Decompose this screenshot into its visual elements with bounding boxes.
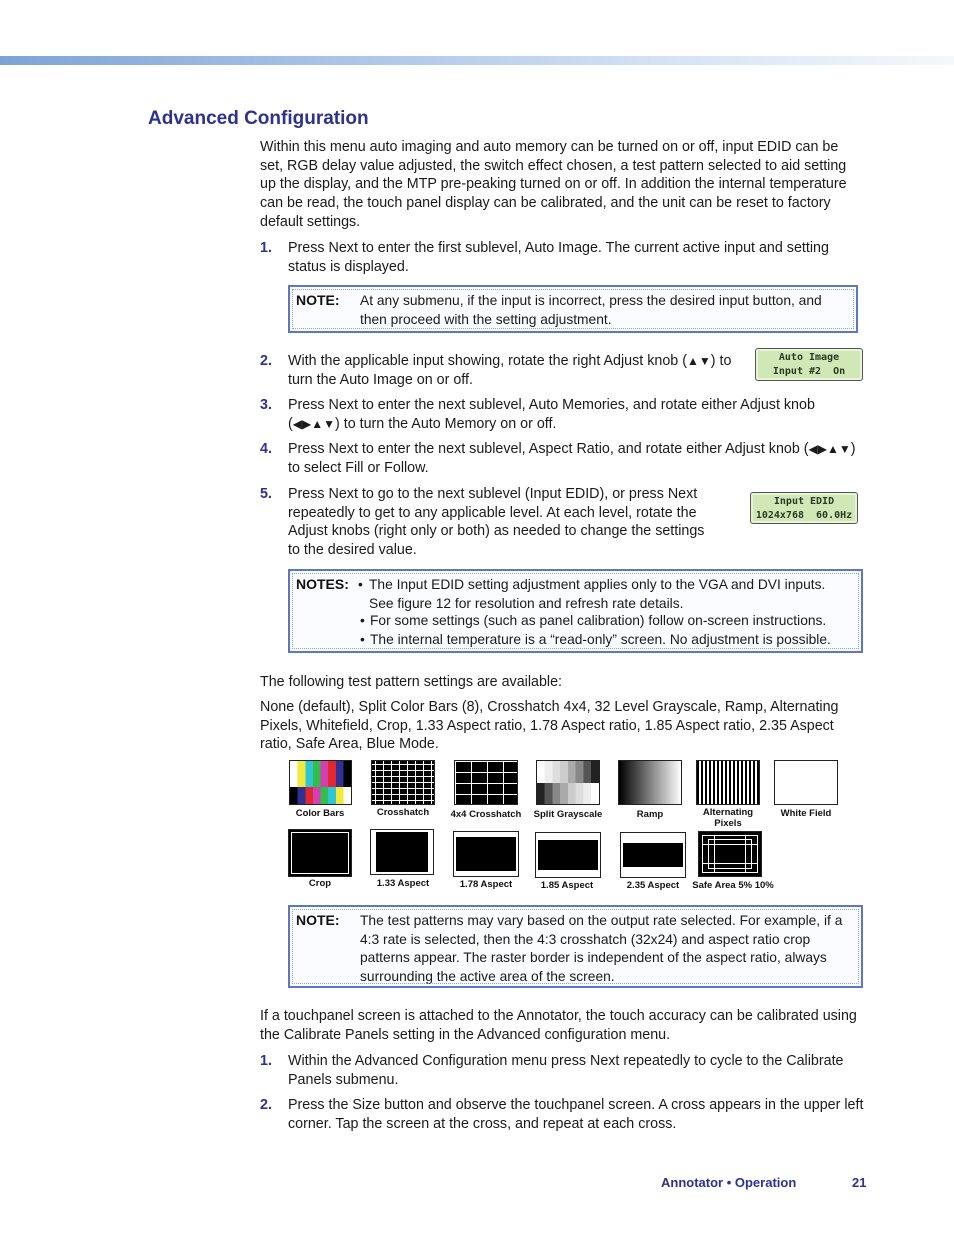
thumbnail-label: 2.35 Aspect [626,880,680,891]
alternating-pixels-thumbnail [696,760,760,805]
thumbnail-label: 1.85 Aspect [540,880,594,891]
step-text: Press the Size button and observe the touchpanel screen. A cross appears in the upper left corner. Tap the screen at the cross, and repeat at each cross. [288,1097,864,1132]
note-label: NOTE: [296,912,340,928]
page-number: 21 [852,1175,867,1190]
thumbnail-label: Alternating Pixels [702,807,754,829]
note-text: The test patterns may vary based on the output rate selected. For example, if a 4:3 rate is selected, then the 4:3 crosshatch (32x24) and aspect ratio crop patterns appear. The raster border is independent of the aspect ratio, always surrounding the active area of the screen. [360,913,843,984]
step-number: 4. [260,441,272,457]
step-text: With the applicable input showing, rotate the right Adjust knob (▲▼) to turn the Auto Image on or off. [288,353,732,388]
step-number: 1. [260,1053,272,1069]
step-text: Press Next to enter the first sublevel, Auto Image. The current active input and setting status is displayed. [288,240,829,275]
touchpanel-paragraph: If a touchpanel screen is attached to the Annotator, the touch accuracy can be calibrated using the Calibrate Panels setting in the Advanced configuration menu. [260,1008,857,1043]
note-bullet: The internal temperature is a “read-only” screen. No adjustment is possible. [370,632,831,647]
thumbnail-label: White Field [780,808,832,819]
step-number: 1. [260,240,272,256]
notes-label: NOTES: [296,576,349,592]
aspect-133-thumbnail [370,829,434,875]
crosshatch-thumbnail [371,760,435,805]
patterns-list: None (default), Split Color Bars (8), Crosshatch 4x4, 32 Level Grayscale, Ramp, Alternating Pixels, Whitefield, Crop, 1.33 Aspect ratio, 1.78 Aspect ratio, 1.85 Aspect ratio, 2.35 Aspect ratio, Safe Area, Blue Mode. [260,699,839,753]
thumbnail-label: 4x4 Crosshatch [450,809,522,820]
white-field-thumbnail [774,760,838,805]
adjust-knob-both-icon: ◀▶▲▼ [808,442,851,456]
safe-area-thumbnail [698,831,762,877]
patterns-intro: The following test pattern settings are available: [260,674,562,690]
thumbnail-label: Ramp [636,809,664,820]
thumbnail-label: Safe Area 5% 10% [692,880,774,891]
step-number: 3. [260,397,272,413]
thumbnail-label: Split Grayscale [533,809,603,820]
step-text: Within the Advanced Configuration menu press Next repeatedly to cycle to the Calibrate Panels submenu. [288,1053,844,1088]
thumbnail-label: Crosshatch [376,807,430,818]
aspect-178-thumbnail [453,831,519,877]
aspect-185-thumbnail [535,832,601,878]
note-text: At any submenu, if the input is incorrect, press the desired input button, and then proceed with the setting adjustment. [360,293,822,327]
adjust-knob-both-icon: ◀▶▲▼ [292,416,335,431]
thumbnail-label: 1.78 Aspect [459,879,513,890]
note-bullet: The Input EDID setting adjustment applies only to the VGA and DVI inputs. See figure 12 for resolution and refresh rate details. [369,577,826,611]
crop-thumbnail [288,829,352,877]
step-number: 2. [260,1097,272,1113]
thumbnail-label: Crop [308,878,332,889]
step-text: Press Next to enter the next sublevel, Auto Memories, and rotate either Adjust knob (◀▶▲▼) to turn the Auto Memory on or off. [288,397,815,432]
step-number: 5. [260,486,272,502]
bullet-icon: • [360,632,365,647]
header-gradient-bar [0,56,954,65]
adjust-knob-vertical-icon: ▲▼ [686,354,711,368]
lcd-display-input-edid: Input EDID 1024x768 60.0Hz [750,492,858,524]
ramp-thumbnail [618,760,682,805]
note-box [288,285,858,333]
footer-title: Annotator • Operation [661,1175,797,1190]
crosshatch-4x4-thumbnail [454,760,518,805]
split-grayscale-thumbnail [536,760,600,805]
step-text: Press Next to enter the next sublevel, Aspect Ratio, and rotate either Adjust knob (◀▶▲▼) to select Fill or Follow. [288,441,856,476]
color-bars-thumbnail [289,760,352,805]
section-heading: Advanced Configuration [148,108,369,129]
step-number: 2. [260,353,272,369]
thumbnail-label: 1.33 Aspect [376,878,430,889]
bullet-icon: • [358,577,363,592]
note-label: NOTE: [296,292,340,308]
bullet-icon: • [360,613,365,628]
intro-paragraph: Within this menu auto imaging and auto memory can be turned on or off, input EDID can be set, RGB delay value adjusted, the switch effect chosen, a test pattern selected to aid setting up the display, and the MTP pre-peaking turned on or off. In addition the internal temperature can be read, the touch panel display can be calibrated, and the unit can be reset to factory default settings. [260,139,847,230]
step-text: Press Next to go to the next sublevel (Input EDID), or press Next repeatedly to get to any applicable level. At each level, rotate the Adjust knobs (right only or both) as needed to change the settings to the desired value. [288,486,705,559]
note-box [288,905,863,988]
lcd-display-auto-image: Auto Image Input #2 On [755,348,863,381]
aspect-235-thumbnail [620,832,686,878]
notes-box [288,569,863,653]
thumbnail-label: Color Bars [295,808,345,819]
note-bullet: For some settings (such as panel calibration) follow on-screen instructions. [370,613,827,628]
